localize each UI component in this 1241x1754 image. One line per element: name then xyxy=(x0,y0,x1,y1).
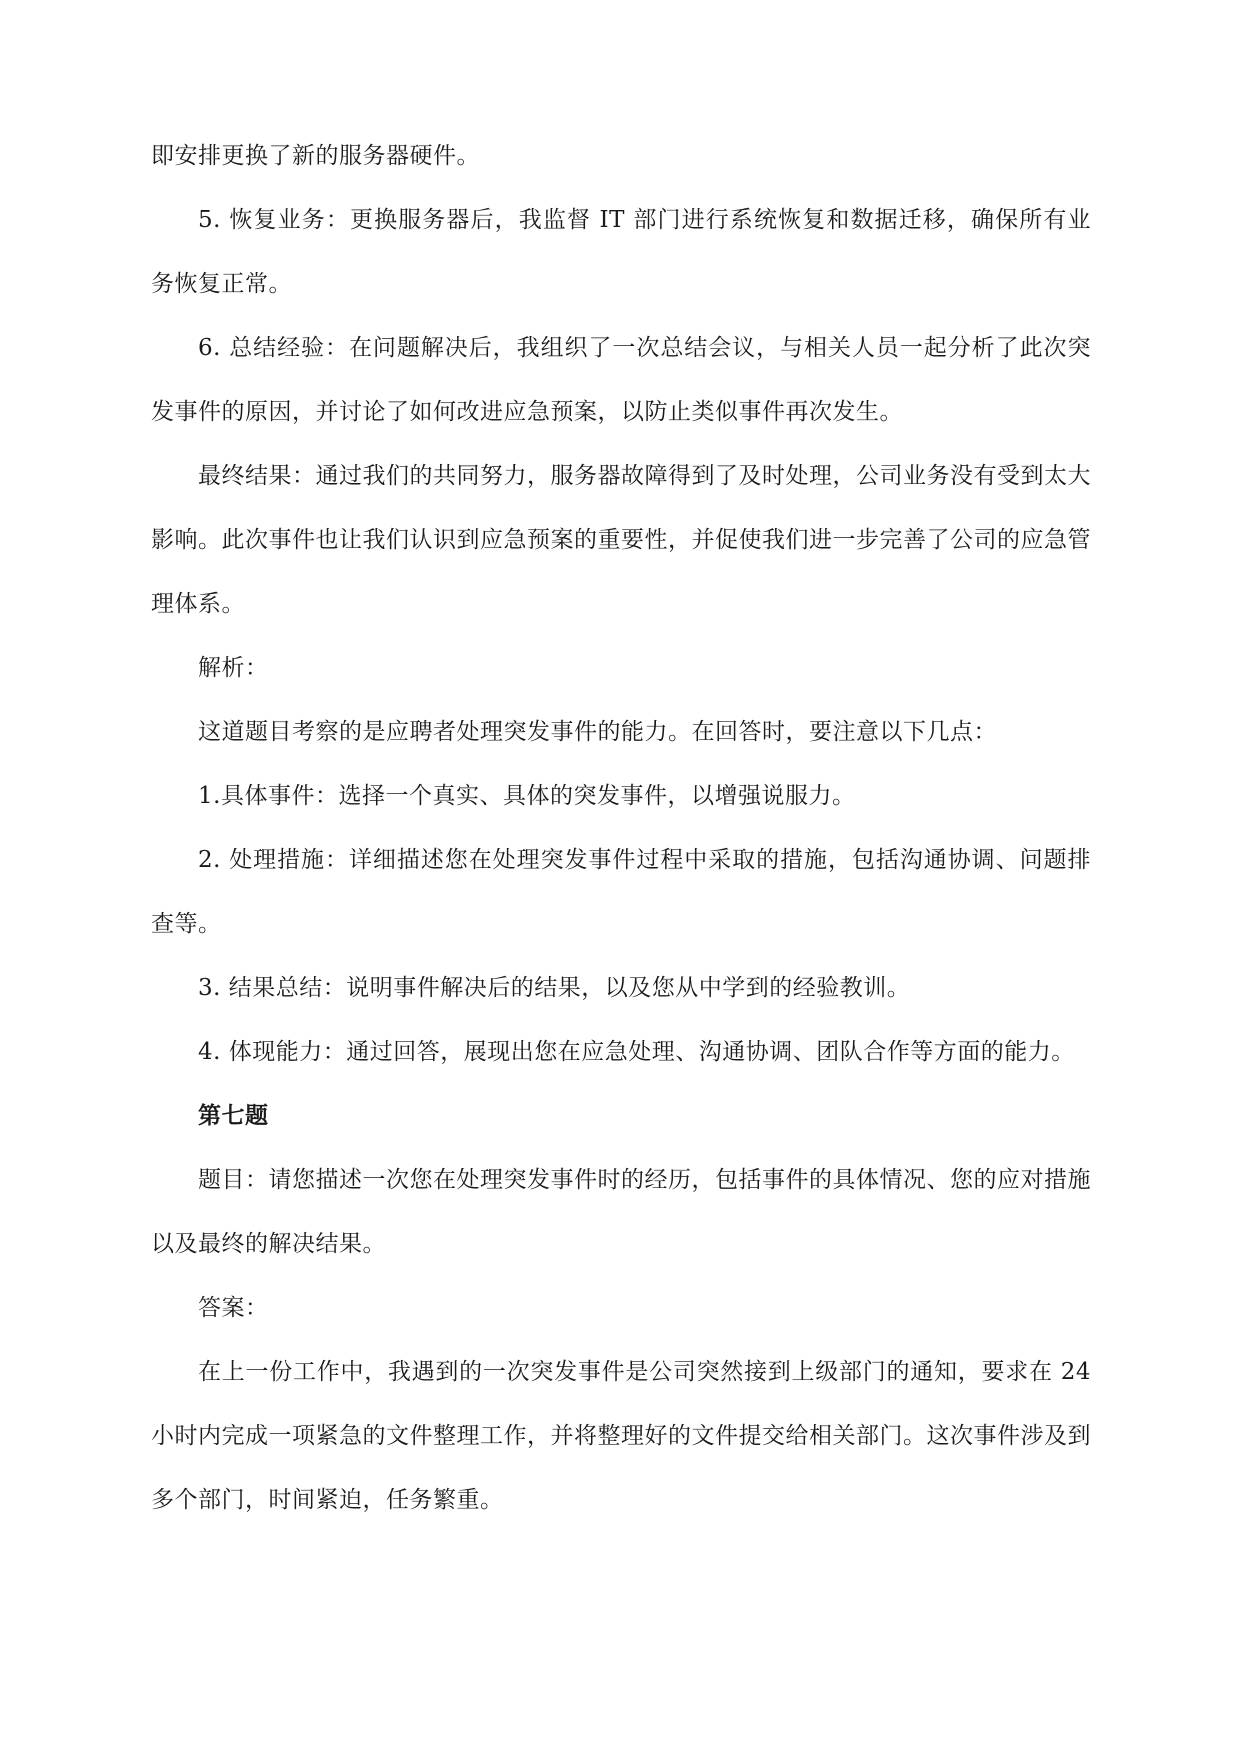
paragraph-point-1: 1.具体事件：选择一个真实、具体的突发事件，以增强说服力。 xyxy=(198,783,856,809)
paragraph-analysis-label: 解析： xyxy=(198,655,269,681)
document-body xyxy=(151,140,1091,1532)
paragraph-analysis-intro: 这道题目考察的是应聘者处理突发事件的能力。在回答时，要注意以下几点： xyxy=(198,719,997,745)
paragraph-final-result: 最终结果：通过我们的共同努力，服务器故障得到了及时处理，公司业务没有受到太大影响。此次事件也让我们认识到应急预案的重要性，并促使我们进一步完善了公司的应急管理体系。 xyxy=(151,463,1091,617)
paragraph-continuation: 即安排更换了新的服务器硬件。 xyxy=(151,143,480,169)
paragraph-answer-label: 答案： xyxy=(198,1295,269,1321)
section-heading: 第七题 xyxy=(198,1103,269,1129)
paragraph-point-3: 3. 结果总结：说明事件解决后的结果，以及您从中学到的经验教训。 xyxy=(198,975,911,1001)
paragraph-step-5: 5. 恢复业务：更换服务器后，我监督 IT 部门进行系统恢复和数据迁移，确保所有业务恢复正常。 xyxy=(151,207,1091,297)
paragraph-step-6: 6. 总结经验：在问题解决后，我组织了一次总结会议，与相关人员一起分析了此次突发事件的原因，并讨论了如何改进应急预案，以防止类似事件再次发生。 xyxy=(151,335,1091,425)
paragraph-point-2: 2. 处理措施：详细描述您在处理突发事件过程中采取的措施，包括沟通协调、问题排查等。 xyxy=(151,847,1091,937)
paragraph-point-4: 4. 体现能力：通过回答，展现出您在应急处理、沟通协调、团队合作等方面的能力。 xyxy=(198,1039,1075,1065)
paragraph-question: 题目：请您描述一次您在处理突发事件时的经历，包括事件的具体情况、您的应对措施以及最终的解决结果。 xyxy=(151,1167,1091,1257)
paragraph-answer-body: 在上一份工作中，我遇到的一次突发事件是公司突然接到上级部门的通知，要求在 24 小时内完成一项紧急的文件整理工作，并将整理好的文件提交给相关部门。这次事件涉及到多个部门，时间紧迫，任务繁重。 xyxy=(151,1359,1091,1513)
